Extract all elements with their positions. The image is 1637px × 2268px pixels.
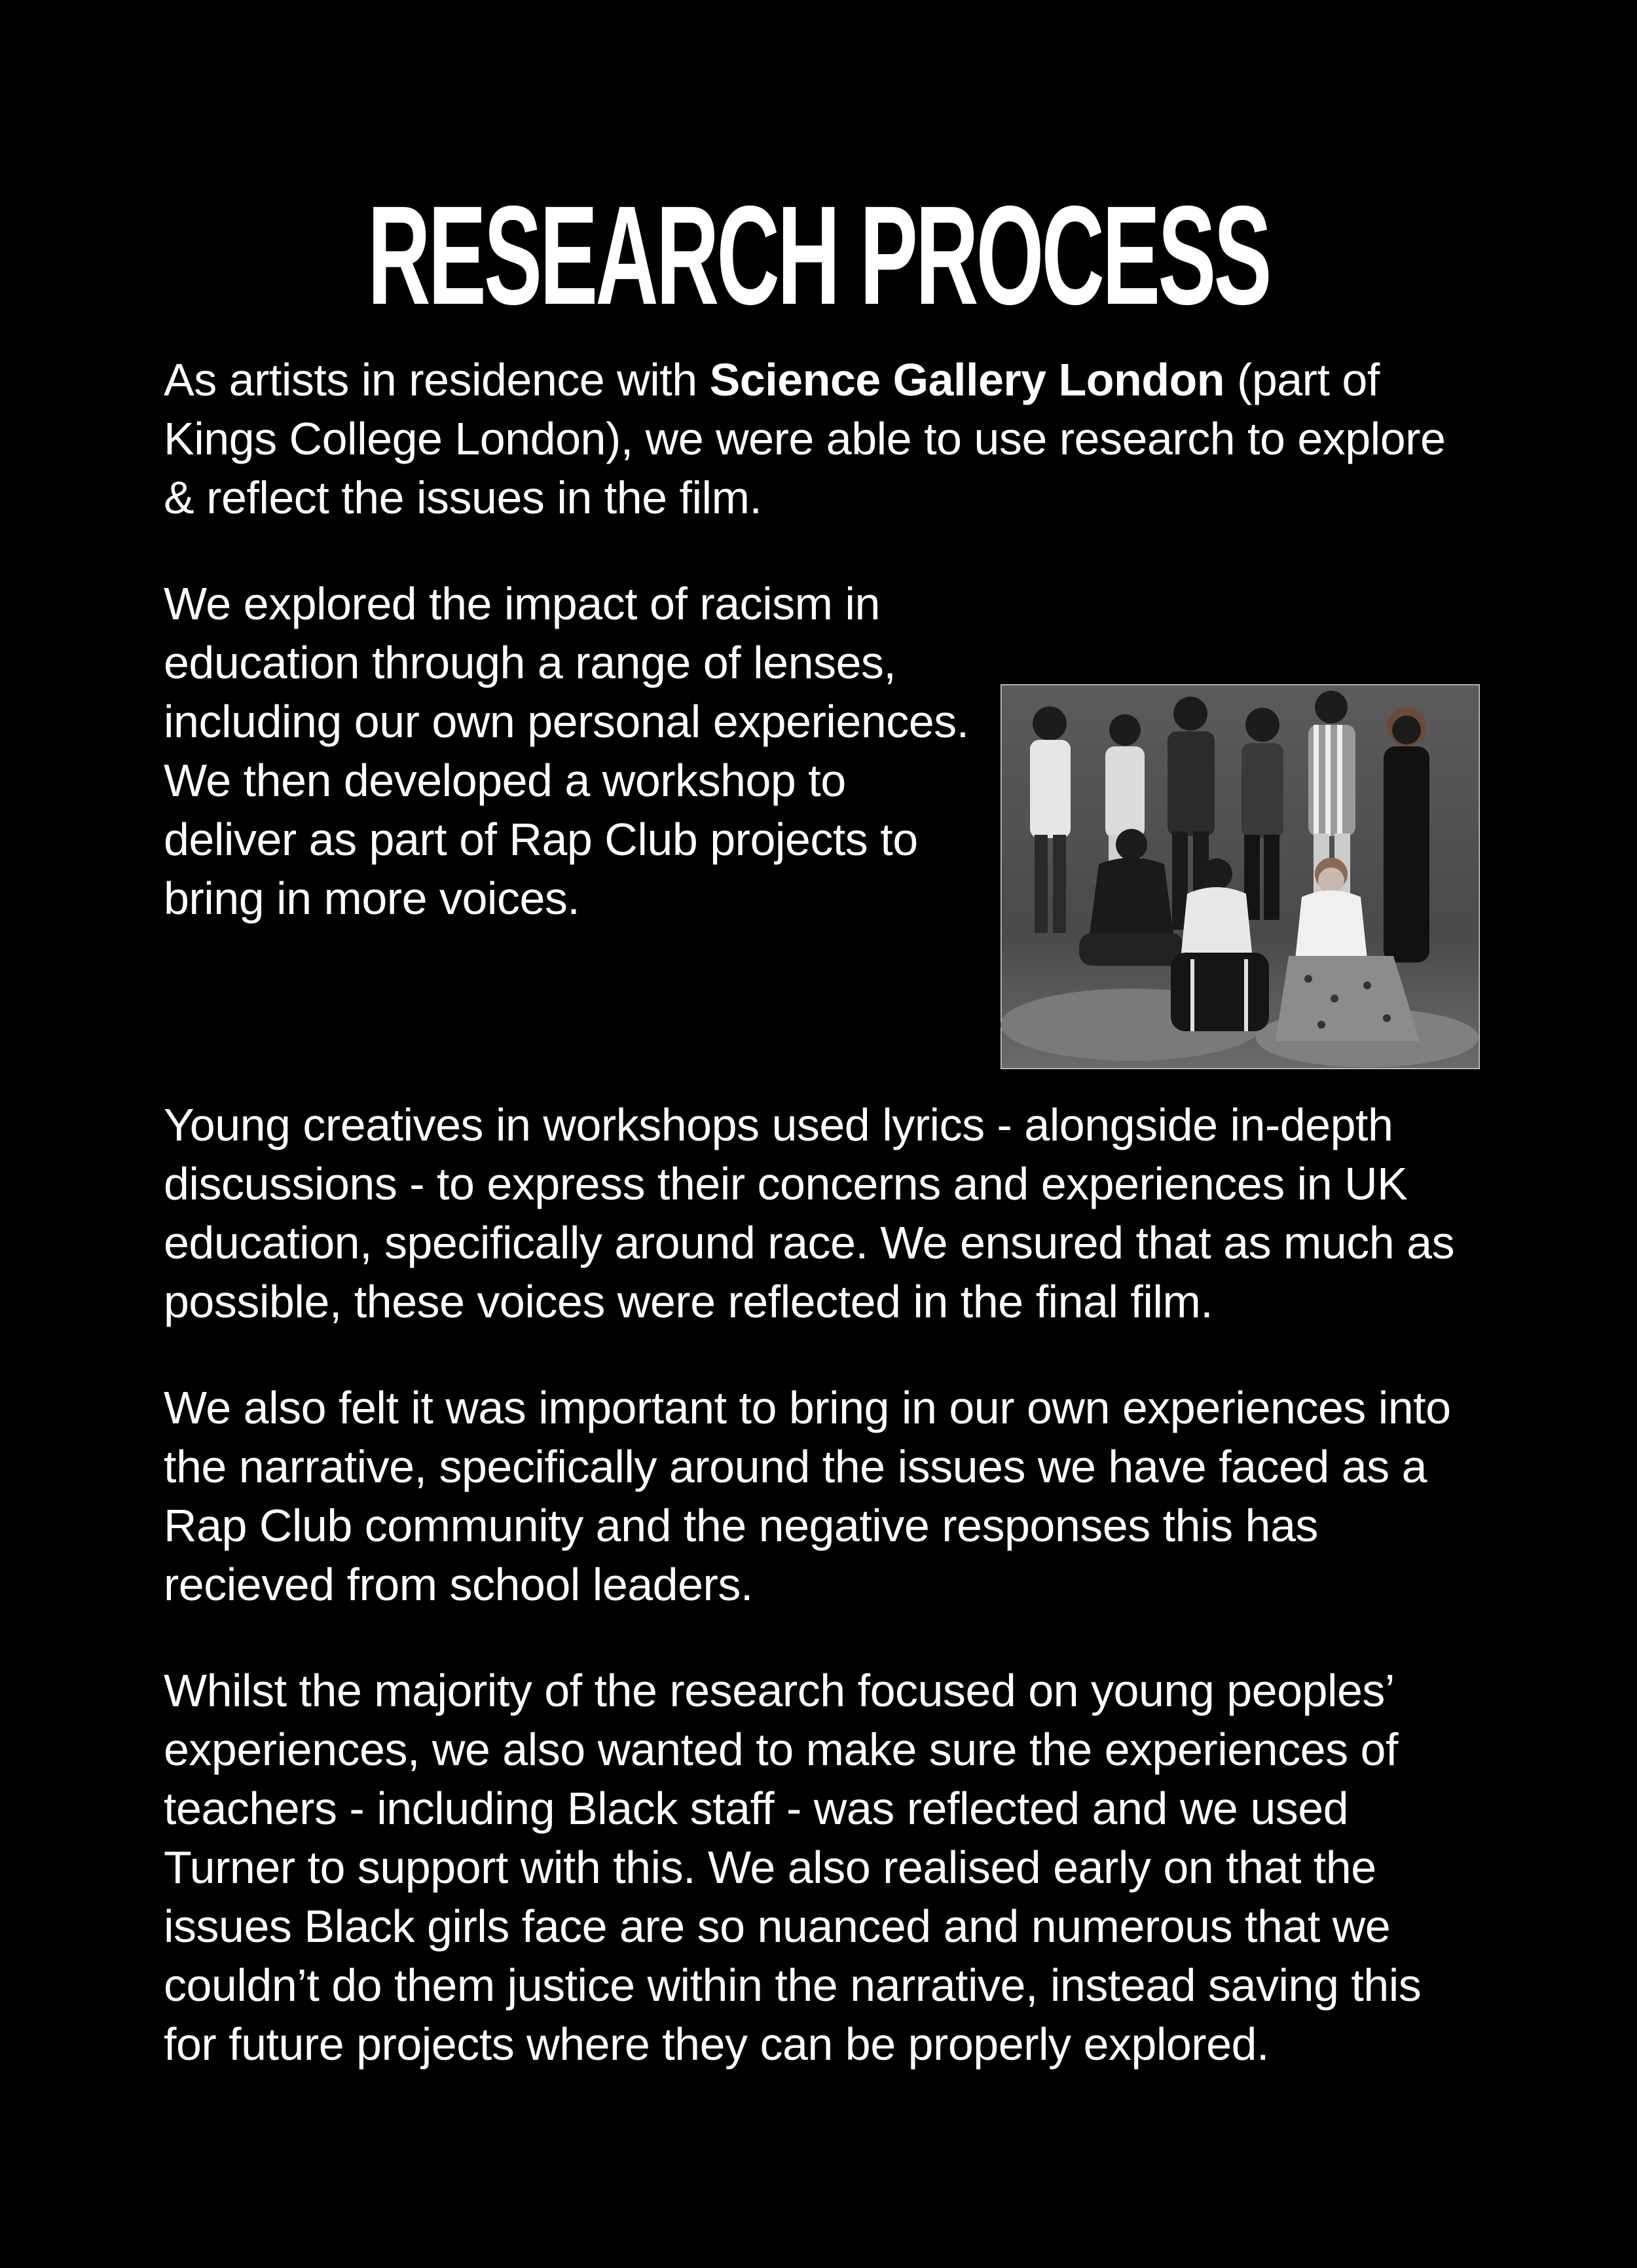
intro-organization-name: Science Gallery London	[709, 354, 1225, 405]
intro-text-before: As artists in residence with	[164, 354, 710, 405]
paragraph-own-experiences: We also felt it was important to bring in our own experiences into the narrative, specifically around the issues we have faced as a Rap Club community and the negative responses this has recieved from school leaders.	[164, 1382, 1451, 1610]
intro-paragraph	[164, 350, 1480, 527]
group-photo	[1001, 684, 1480, 1069]
paragraph-teachers: Whilst the majority of the research focused on young peoples’ experiences, we also wanted to make sure the experiences of teachers - including Black staff - was reflected and we used Turner to support with this. We also realised early on that the issues Black girls face are so nuanced and numerous that we couldn’t do them justice within the narrative, instead saving this for future projects where they can be properly explored.	[164, 1665, 1422, 2070]
page-title: RESEARCH PROCESS	[367, 176, 1270, 334]
paragraph-young-creatives: Young creatives in workshops used lyrics - alongside in-depth discussions - to express their concerns and experiences in UK education, specifically around race. We ensured that as much as possible, these voices were reflected in the final film.	[164, 1099, 1455, 1327]
paragraph-workshop: We explored the impact of racism in education through a range of lenses, including our own personal experiences. We then developed a workshop to deliver as part of Rap Club projects to bring in more voices.	[164, 578, 969, 924]
group-photo-illustration	[1001, 684, 1480, 1069]
intro-text-after: (part of Kings College London), we were able to use research to explore & reflect the issues in the film.	[164, 354, 1446, 523]
body-text	[164, 350, 1480, 2121]
